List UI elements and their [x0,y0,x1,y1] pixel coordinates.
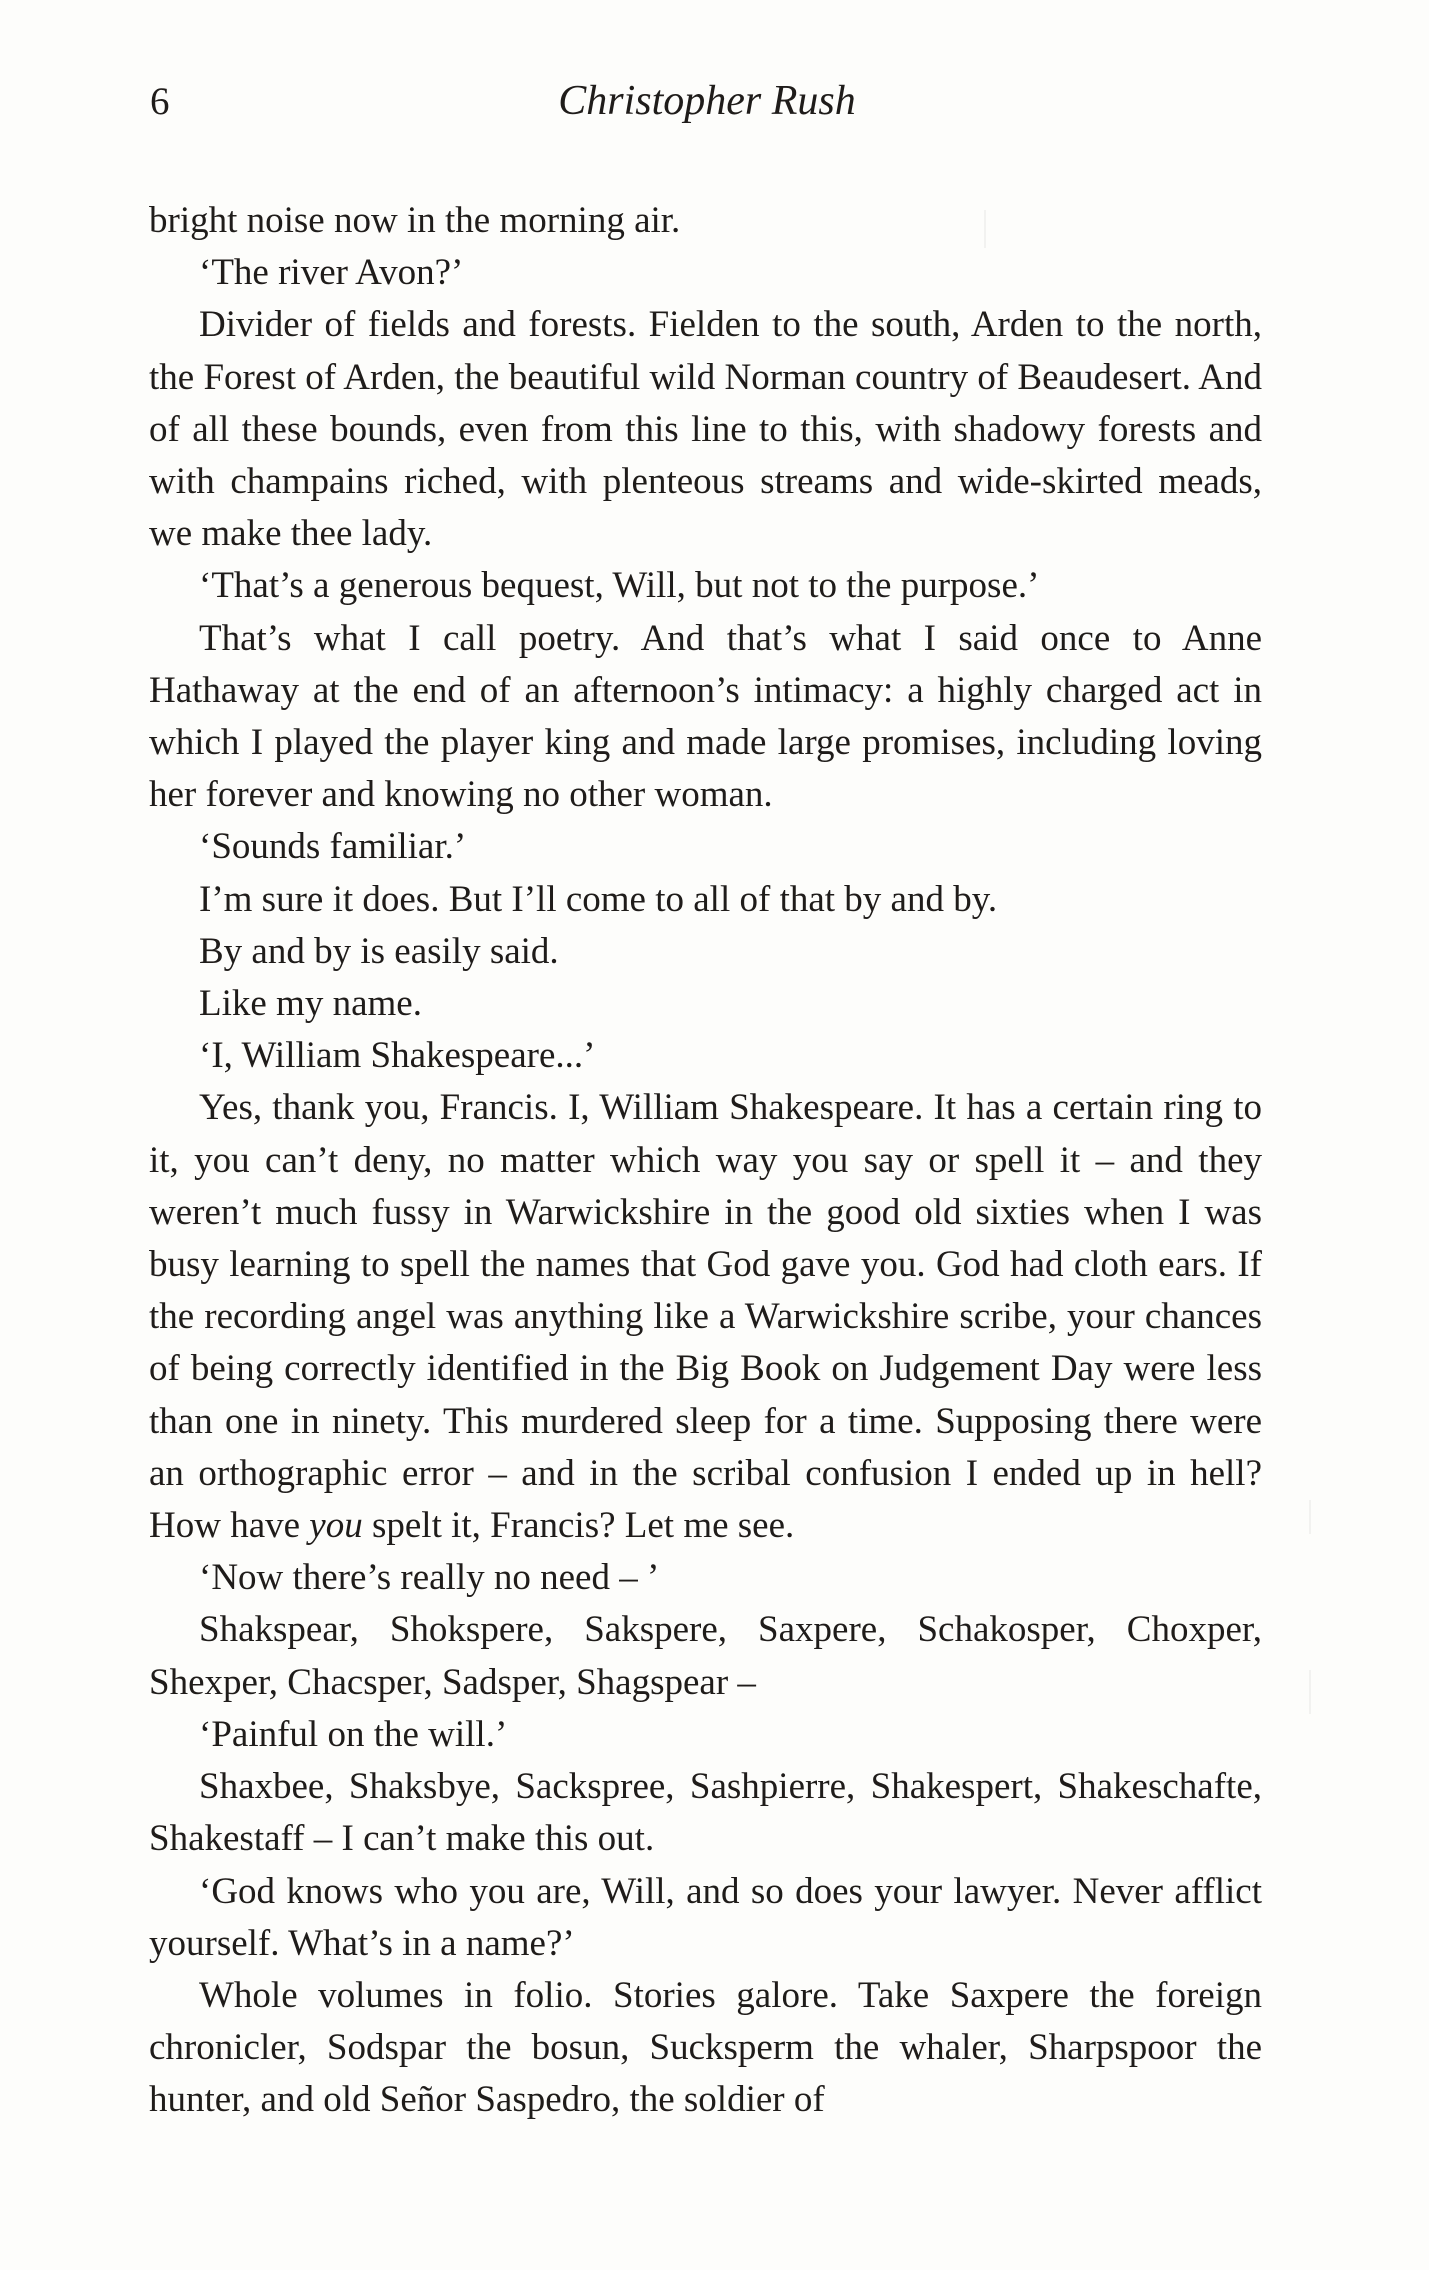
running-title: Christopher Rush [558,78,856,124]
paragraph-13: Shakspear, Shokspere, Sakspere, Saxpere, Schakosper, Choxper, Shexper, Chacsper, Sadsper, Shagspear – [149,1609,1262,1703]
paragraph-15: Shaxbee, Shaksbye, Sackspree, Sashpierre, Shakespert, Shakeschafte, Shakestaff – I can’t make this out. [149,1766,1262,1860]
paragraph-17: Whole volumes in folio. Stories galore. Take Saxpere the foreign chronicler, Sodspar the bosun, Sucksperm the whaler, Sharpspoor the hunter, and old Señor Saspedro, the soldier of [149,1974,1262,2121]
paragraph-8: By and by is easily said. [199,930,559,972]
paragraph-9: Like my name. [199,983,422,1025]
scan-mark-middle [1309,1500,1311,1534]
paragraph-1: bright noise now in the morning air. [149,200,681,241]
paragraph-2: ‘The river Avon?’ [199,252,464,294]
paragraph-4: ‘That’s a generous bequest, Will, but not to the purpose.’ [199,565,1040,607]
page-number: 6 [150,80,170,123]
body-text [149,195,1262,2127]
page-header [150,70,1264,140]
paragraph-5: That’s what I call poetry. And that’s what I said once to Anne Hathaway at the end of an afternoon’s intimacy: a highly charged act in which I played the player king and made large promises, including loving her forever and knowing no other woman. [149,617,1262,816]
paragraph-16: ‘God knows who you are, Will, and so does your lawyer. Never afflict yourself. What’s in a name?’ [149,1870,1262,1964]
scan-mark-lower [1309,1670,1311,1714]
paragraph-10: ‘I, William Shakespeare...’ [199,1035,596,1077]
paragraph-7: I’m sure it does. But I’ll come to all of that by and by. [199,878,998,920]
paragraph-11 [149,1082,1262,1552]
scan-mark-top [984,210,986,248]
paragraph-12: ‘Now there’s really no need – ’ [199,1557,660,1599]
paragraph-11-tail: spelt it, Francis? Let me see. [362,1505,795,1547]
paragraph-6: ‘Sounds familiar.’ [199,826,467,868]
paragraph-14: ‘Painful on the will.’ [199,1713,508,1755]
paragraph-11-text: Yes, thank you, Francis. I, William Shakespeare. It has a certain ring to it, you can’t deny, no matter which way you say or spell it – and they weren’t much fussy in Warwickshire in the good old sixties when I was busy learning to spell the names that God gave you. God had cloth ears. If the recording angel was anything like a Warwickshire scribe, your chances of being correctly identified in the Big Book on Judgement Day were less than one in ninety. This murdered sleep for a time. Supposing there were an orthographic error – and in the scribal confusion I ended up in hell? How have [149,1087,1262,1547]
paragraph-3: Divider of fields and forests. Fielden to the south, Arden to the north, the Forest of Arden, the beautiful wild Norman country of Beaudesert. And of all these bounds, even from this line to this, with shadowy forests and with champains riched, with plenteous streams and wide-skirted meads, we make thee lady. [149,304,1262,555]
emphasis-you: you [309,1505,363,1547]
